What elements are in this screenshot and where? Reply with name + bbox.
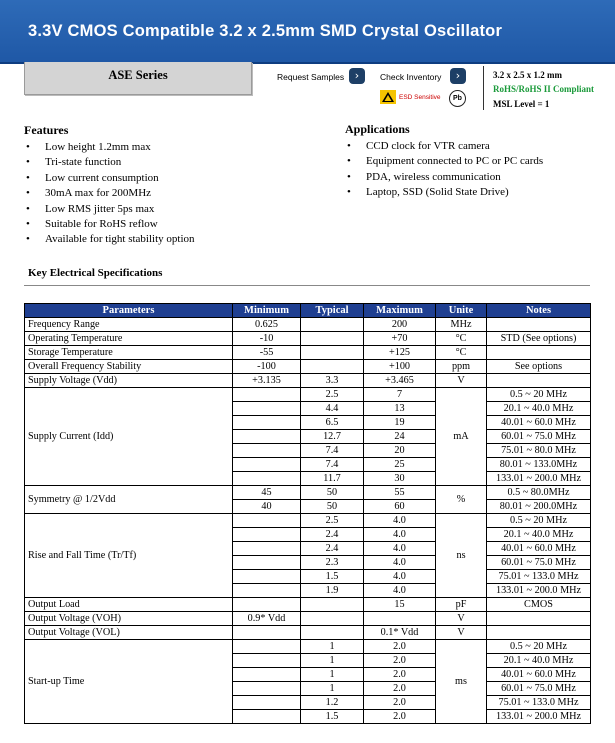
table-row — [25, 514, 591, 528]
table-cell: 133.01 ~ 200.0 MHz — [487, 710, 591, 724]
section-rule — [24, 285, 590, 286]
table-cell: 1 — [301, 640, 364, 654]
table-cell — [233, 444, 301, 458]
table-cell: -100 — [233, 360, 301, 374]
table-cell: ppm — [436, 360, 487, 374]
esd-warning-icon — [380, 90, 396, 104]
table-cell: ms — [436, 640, 487, 724]
table-cell: 1.5 — [301, 710, 364, 724]
table-cell — [487, 318, 591, 332]
spec-table — [24, 303, 591, 724]
table-cell: CMOS — [487, 598, 591, 612]
table-cell: 2.5 — [301, 388, 364, 402]
table-cell — [233, 682, 301, 696]
table-cell: 20.1 ~ 40.0 MHz — [487, 528, 591, 542]
table-cell — [233, 514, 301, 528]
table-cell — [233, 654, 301, 668]
table-cell: 80.01 ~ 200.0MHz — [487, 500, 591, 514]
table-cell: 20 — [364, 444, 436, 458]
table-cell: 30 — [364, 472, 436, 486]
table-cell — [233, 626, 301, 640]
list-item: • 30mA max for 200MHz — [26, 186, 195, 201]
table-cell: 0.5 ~ 20 MHz — [487, 514, 591, 528]
table-cell — [487, 612, 591, 626]
list-item: • Low height 1.2mm max — [26, 140, 195, 155]
table-cell: Storage Temperature — [25, 346, 233, 360]
request-samples-link[interactable]: Request Samples — [277, 72, 345, 82]
table-cell: V — [436, 626, 487, 640]
table-cell: 0.5 ~ 80.0MHz — [487, 486, 591, 500]
table-cell: 0.9* Vdd — [233, 612, 301, 626]
table-cell: 2.0 — [364, 640, 436, 654]
table-cell: ns — [436, 514, 487, 598]
table-cell — [301, 318, 364, 332]
table-cell — [233, 556, 301, 570]
table-cell: °C — [436, 346, 487, 360]
table-cell: 20.1 ~ 40.0 MHz — [487, 654, 591, 668]
table-cell — [233, 458, 301, 472]
applications-list — [347, 139, 543, 201]
table-cell: 1 — [301, 682, 364, 696]
table-cell: MHz — [436, 318, 487, 332]
title-banner — [0, 0, 615, 64]
table-cell: 0.5 ~ 20 MHz — [487, 640, 591, 654]
table-cell: +125 — [364, 346, 436, 360]
table-cell — [301, 360, 364, 374]
table-cell: 50 — [301, 486, 364, 500]
table-cell: -10 — [233, 332, 301, 346]
table-cell: -55 — [233, 346, 301, 360]
table-row — [25, 486, 591, 500]
table-cell: 40.01 ~ 60.0 MHz — [487, 416, 591, 430]
table-cell: 40.01 ~ 60.0 MHz — [487, 668, 591, 682]
table-cell: V — [436, 612, 487, 626]
key-specs-heading: Key Electrical Specifications — [28, 267, 163, 279]
table-cell: 50 — [301, 500, 364, 514]
table-cell — [301, 626, 364, 640]
table-cell — [301, 598, 364, 612]
table-cell: +3.465 — [364, 374, 436, 388]
table-cell: 60 — [364, 500, 436, 514]
table-cell: V — [436, 374, 487, 388]
table-cell: 6.5 — [301, 416, 364, 430]
table-row — [25, 612, 591, 626]
table-cell: Rise and Fall Time (Tr/Tf) — [25, 514, 233, 598]
table-cell — [233, 696, 301, 710]
column-header: Minimum — [233, 304, 301, 318]
table-row — [25, 332, 591, 346]
table-cell: 133.01 ~ 200.0 MHz — [487, 472, 591, 486]
table-cell — [301, 612, 364, 626]
table-cell — [233, 710, 301, 724]
series-tab[interactable]: ASE Series — [24, 62, 252, 95]
table-row — [25, 360, 591, 374]
table-row — [25, 626, 591, 640]
table-cell: 4.0 — [364, 570, 436, 584]
list-item: • CCD clock for VTR camera — [347, 139, 543, 154]
table-cell: +70 — [364, 332, 436, 346]
list-item: • Low current consumption — [26, 171, 195, 186]
table-cell: 25 — [364, 458, 436, 472]
table-cell: 1 — [301, 654, 364, 668]
table-cell: Operating Temperature — [25, 332, 233, 346]
table-cell: Symmetry @ 1/2Vdd — [25, 486, 233, 514]
table-cell — [233, 584, 301, 598]
table-cell: 2.0 — [364, 710, 436, 724]
table-cell: 133.01 ~ 200.0 MHz — [487, 584, 591, 598]
table-cell: 0.5 ~ 20 MHz — [487, 388, 591, 402]
table-cell: Supply Voltage (Vdd) — [25, 374, 233, 388]
column-header: Notes — [487, 304, 591, 318]
table-cell: Frequency Range — [25, 318, 233, 332]
table-row — [25, 640, 591, 654]
table-cell: 11.7 — [301, 472, 364, 486]
list-item: • Tri-state function — [26, 155, 195, 170]
table-cell: 19 — [364, 416, 436, 430]
divider — [483, 66, 484, 110]
table-cell: 1.5 — [301, 570, 364, 584]
table-cell — [301, 332, 364, 346]
table-cell: 13 — [364, 402, 436, 416]
table-cell: 40 — [233, 500, 301, 514]
list-item: • Laptop, SSD (Solid State Drive) — [347, 185, 543, 200]
table-cell: 20.1 ~ 40.0 MHz — [487, 402, 591, 416]
table-cell — [487, 626, 591, 640]
table-cell: Output Voltage (VOH) — [25, 612, 233, 626]
table-cell: 4.0 — [364, 556, 436, 570]
table-cell: 0.1* Vdd — [364, 626, 436, 640]
package-size: 3.2 x 2.5 x 1.2 mm — [493, 70, 562, 80]
check-inventory-link[interactable]: Check Inventory — [380, 72, 442, 82]
table-cell: STD (See options) — [487, 332, 591, 346]
table-cell: mA — [436, 388, 487, 486]
table-cell: 60.01 ~ 75.0 MHz — [487, 430, 591, 444]
table-cell — [233, 668, 301, 682]
table-cell — [364, 612, 436, 626]
table-cell: 2.0 — [364, 696, 436, 710]
table-cell: 1.9 — [301, 584, 364, 598]
column-header: Unite — [436, 304, 487, 318]
table-cell: 2.0 — [364, 668, 436, 682]
esd-sensitive-label: ESD Sensitive — [399, 94, 441, 101]
table-cell — [233, 402, 301, 416]
table-cell — [233, 472, 301, 486]
page-title: 3.3V CMOS Compatible 3.2 x 2.5mm SMD Crystal Oscillator — [28, 22, 503, 40]
table-cell: 3.3 — [301, 374, 364, 388]
table-cell: Output Voltage (VOL) — [25, 626, 233, 640]
table-cell: 2.5 — [301, 514, 364, 528]
table-cell: 2.3 — [301, 556, 364, 570]
column-header: Typical — [301, 304, 364, 318]
table-cell: 4.0 — [364, 514, 436, 528]
table-cell: 60.01 ~ 75.0 MHz — [487, 682, 591, 696]
table-row — [25, 374, 591, 388]
table-cell: 0.625 — [233, 318, 301, 332]
msl-level: MSL Level = 1 — [493, 99, 550, 109]
table-cell: 200 — [364, 318, 436, 332]
applications-heading: Applications — [345, 122, 410, 136]
table-header-row — [25, 304, 591, 318]
list-item: • Available for tight stability option — [26, 232, 195, 247]
table-cell: +3.135 — [233, 374, 301, 388]
column-header: Maximum — [364, 304, 436, 318]
table-cell — [233, 528, 301, 542]
table-cell: 45 — [233, 486, 301, 500]
table-cell: 4.0 — [364, 584, 436, 598]
table-cell — [233, 598, 301, 612]
list-item: • PDA, wireless communication — [347, 170, 543, 185]
table-cell: °C — [436, 332, 487, 346]
table-cell: 4.0 — [364, 542, 436, 556]
table-cell: 1.2 — [301, 696, 364, 710]
table-cell: 7.4 — [301, 458, 364, 472]
list-item: • Low RMS jitter 5ps max — [26, 202, 195, 217]
rohs-compliance: RoHS/RoHS II Compliant — [493, 84, 595, 94]
table-cell: 75.01 ~ 80.0 MHz — [487, 444, 591, 458]
table-cell: 15 — [364, 598, 436, 612]
table-cell: See options — [487, 360, 591, 374]
request-samples-arrow-icon[interactable]: › — [349, 68, 365, 84]
table-cell: Output Load — [25, 598, 233, 612]
table-row — [25, 318, 591, 332]
features-heading: Features — [24, 123, 69, 137]
table-cell — [301, 346, 364, 360]
table-cell — [487, 374, 591, 388]
table-cell: pF — [436, 598, 487, 612]
table-cell — [233, 430, 301, 444]
table-cell: 12.7 — [301, 430, 364, 444]
table-cell — [233, 542, 301, 556]
table-cell — [487, 346, 591, 360]
table-cell: 4.4 — [301, 402, 364, 416]
lead-free-icon: Pb — [449, 90, 466, 107]
table-cell: 1 — [301, 668, 364, 682]
table-cell — [233, 640, 301, 654]
table-row — [25, 346, 591, 360]
table-cell: Start-up Time — [25, 640, 233, 724]
table-cell — [233, 416, 301, 430]
table-cell: 2.0 — [364, 682, 436, 696]
features-list — [26, 140, 195, 248]
table-row — [25, 598, 591, 612]
table-cell: Supply Current (Idd) — [25, 388, 233, 486]
check-inventory-arrow-icon[interactable]: › — [450, 68, 466, 84]
table-cell — [233, 570, 301, 584]
table-cell: 24 — [364, 430, 436, 444]
table-cell: 2.4 — [301, 542, 364, 556]
table-cell: Overall Frequency Stability — [25, 360, 233, 374]
list-item: • Suitable for RoHS reflow — [26, 217, 195, 232]
column-header: Parameters — [25, 304, 233, 318]
table-cell: 75.01 ~ 133.0 MHz — [487, 696, 591, 710]
table-cell: % — [436, 486, 487, 514]
table-cell: 4.0 — [364, 528, 436, 542]
table-cell: 2.4 — [301, 528, 364, 542]
table-row — [25, 388, 591, 402]
table-cell: 2.0 — [364, 654, 436, 668]
table-cell: 40.01 ~ 60.0 MHz — [487, 542, 591, 556]
table-cell: 7.4 — [301, 444, 364, 458]
table-cell: 55 — [364, 486, 436, 500]
table-cell: 75.01 ~ 133.0 MHz — [487, 570, 591, 584]
table-cell: 60.01 ~ 75.0 MHz — [487, 556, 591, 570]
table-cell: 7 — [364, 388, 436, 402]
table-cell: 80.01 ~ 133.0MHz — [487, 458, 591, 472]
list-item: • Equipment connected to PC or PC cards — [347, 154, 543, 169]
table-cell — [233, 388, 301, 402]
table-cell: +100 — [364, 360, 436, 374]
